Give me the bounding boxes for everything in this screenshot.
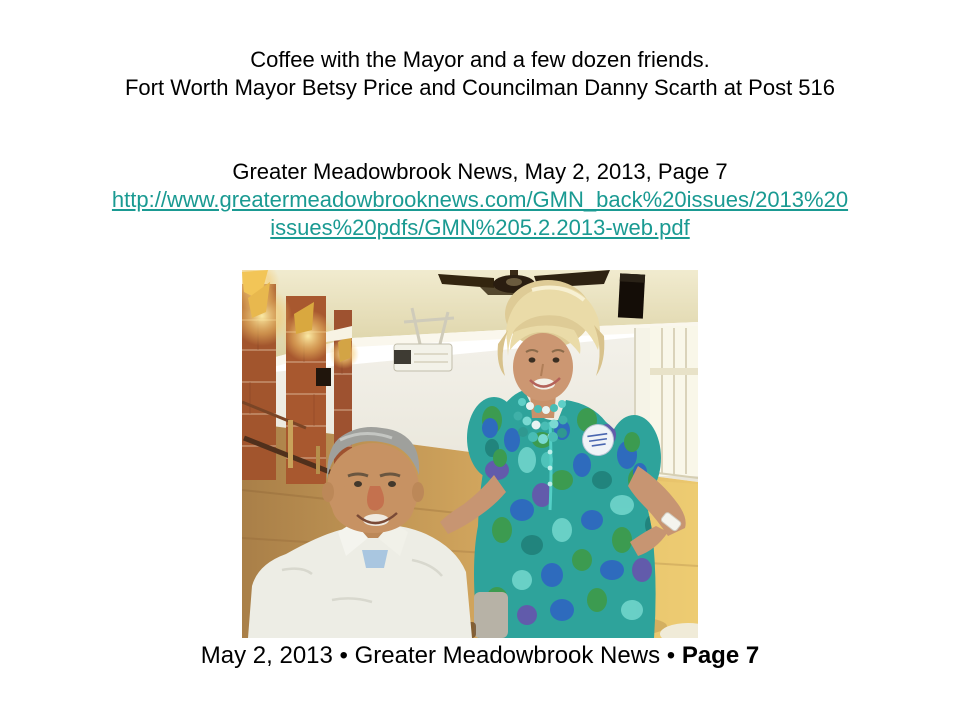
url-line-1: http://www.greatermeadowbrooknews.com/GMN_back%20issues/2013%20 — [111, 187, 849, 212]
photo — [242, 270, 698, 638]
url-line-2: issues%20pdfs/GMN%205.2.2013-web.pdf — [270, 215, 690, 240]
source-url-link[interactable] — [0, 186, 960, 242]
photo-image — [242, 270, 698, 638]
title-line-2: Fort Worth Mayor Betsy Price and Councilman Danny Scarth at Post 516 — [124, 75, 835, 100]
caption-text: May 2, 2013 • Greater Meadowbrook News • — [200, 642, 682, 669]
caption-page-label: Page 7 — [681, 642, 760, 669]
source-url-block — [0, 186, 960, 242]
page-title — [0, 46, 960, 102]
title-line-1: Coffee with the Mayor and a few dozen friends. — [250, 47, 710, 72]
photo-speaker — [618, 273, 645, 318]
citation-line: Greater Meadowbrook News, May 2, 2013, Page 7 — [232, 159, 728, 184]
photo-caption — [0, 641, 960, 671]
